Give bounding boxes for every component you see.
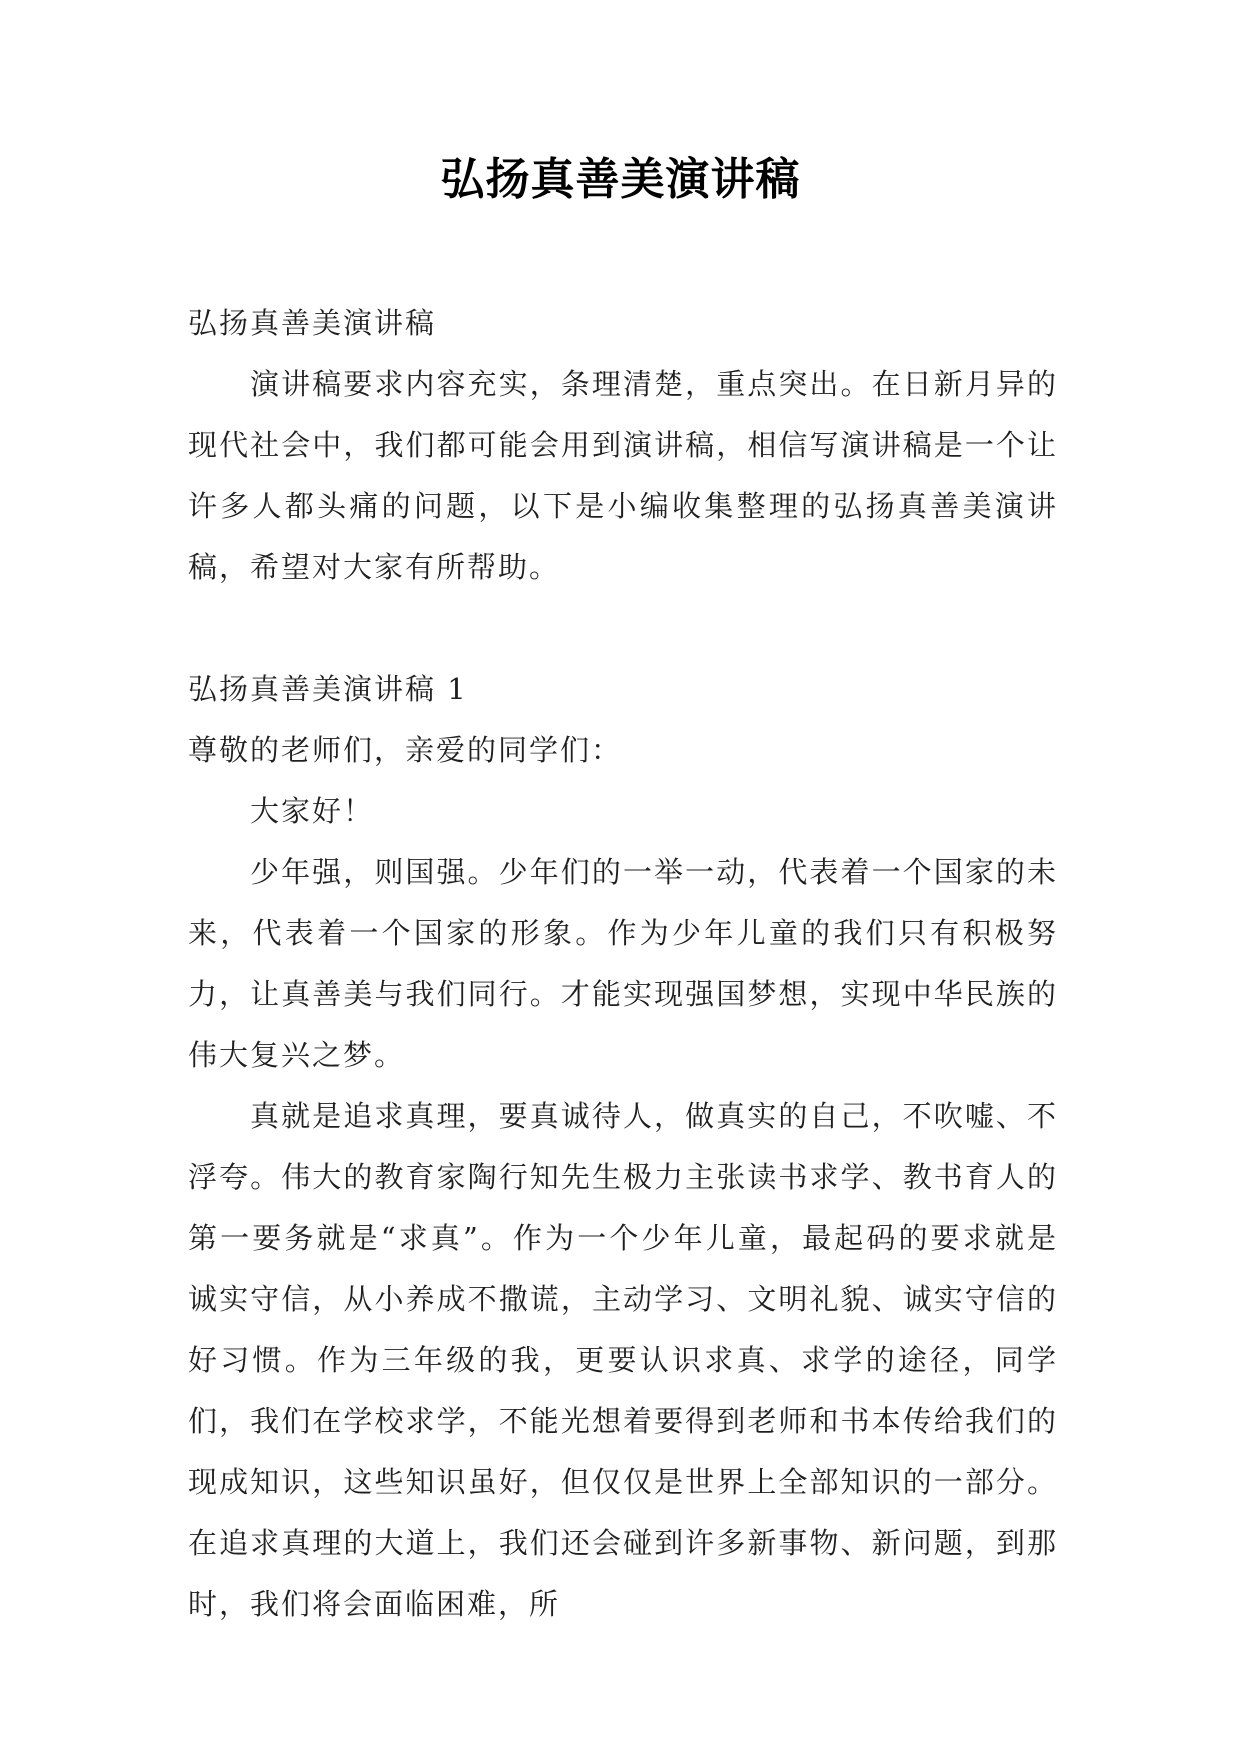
document-subtitle: 弘扬真善美演讲稿 (188, 306, 437, 340)
document-body (188, 293, 1058, 1635)
section-heading: 弘扬真善美演讲稿 1 (188, 672, 468, 706)
salutation: 尊敬的老师们，亲爱的同学们： (188, 733, 623, 767)
document-title: 弘扬真善美演讲稿 (440, 154, 801, 205)
intro-paragraph: 演讲稿要求内容充实，条理清楚，重点突出。在日新月异的现代社会中，我们都可能会用到演讲稿，相信写演讲稿是一个让许多人都头痛的问题，以下是小编收集整理的弘扬真善美演讲稿，希望对大家有所帮助。 (188, 367, 1058, 584)
body-paragraph: 少年强，则国强。少年们的一举一动，代表着一个国家的未来，代表着一个国家的形象。作为少年儿童的我们只有积极努力，让真善美与我们同行。才能实现强国梦想，实现中华民族的伟大复兴之梦。 (188, 855, 1058, 1072)
greeting: 大家好！ (250, 794, 375, 828)
body-paragraph: 真就是追求真理，要真诚待人，做真实的自己，不吹嘘、不浮夸。伟大的教育家陶行知先生极力主张读书求学、教书育人的第一要务就是“求真”。作为一个少年儿童，最起码的要求就是诚实守信，从小养成不撒谎，主动学习、文明礼貌、诚实守信的好习惯。作为三年级的我，更要认识求真、求学的途径，同学们，我们在学校求学，不能光想着要得到老师和书本传给我们的现成知识，这些知识虽好，但仅仅是世界上全部知识的一部分。在追求真理的大道上，我们还会碰到许多新事物、新问题，到那时，我们将会面临困难，所 (188, 1099, 1058, 1621)
